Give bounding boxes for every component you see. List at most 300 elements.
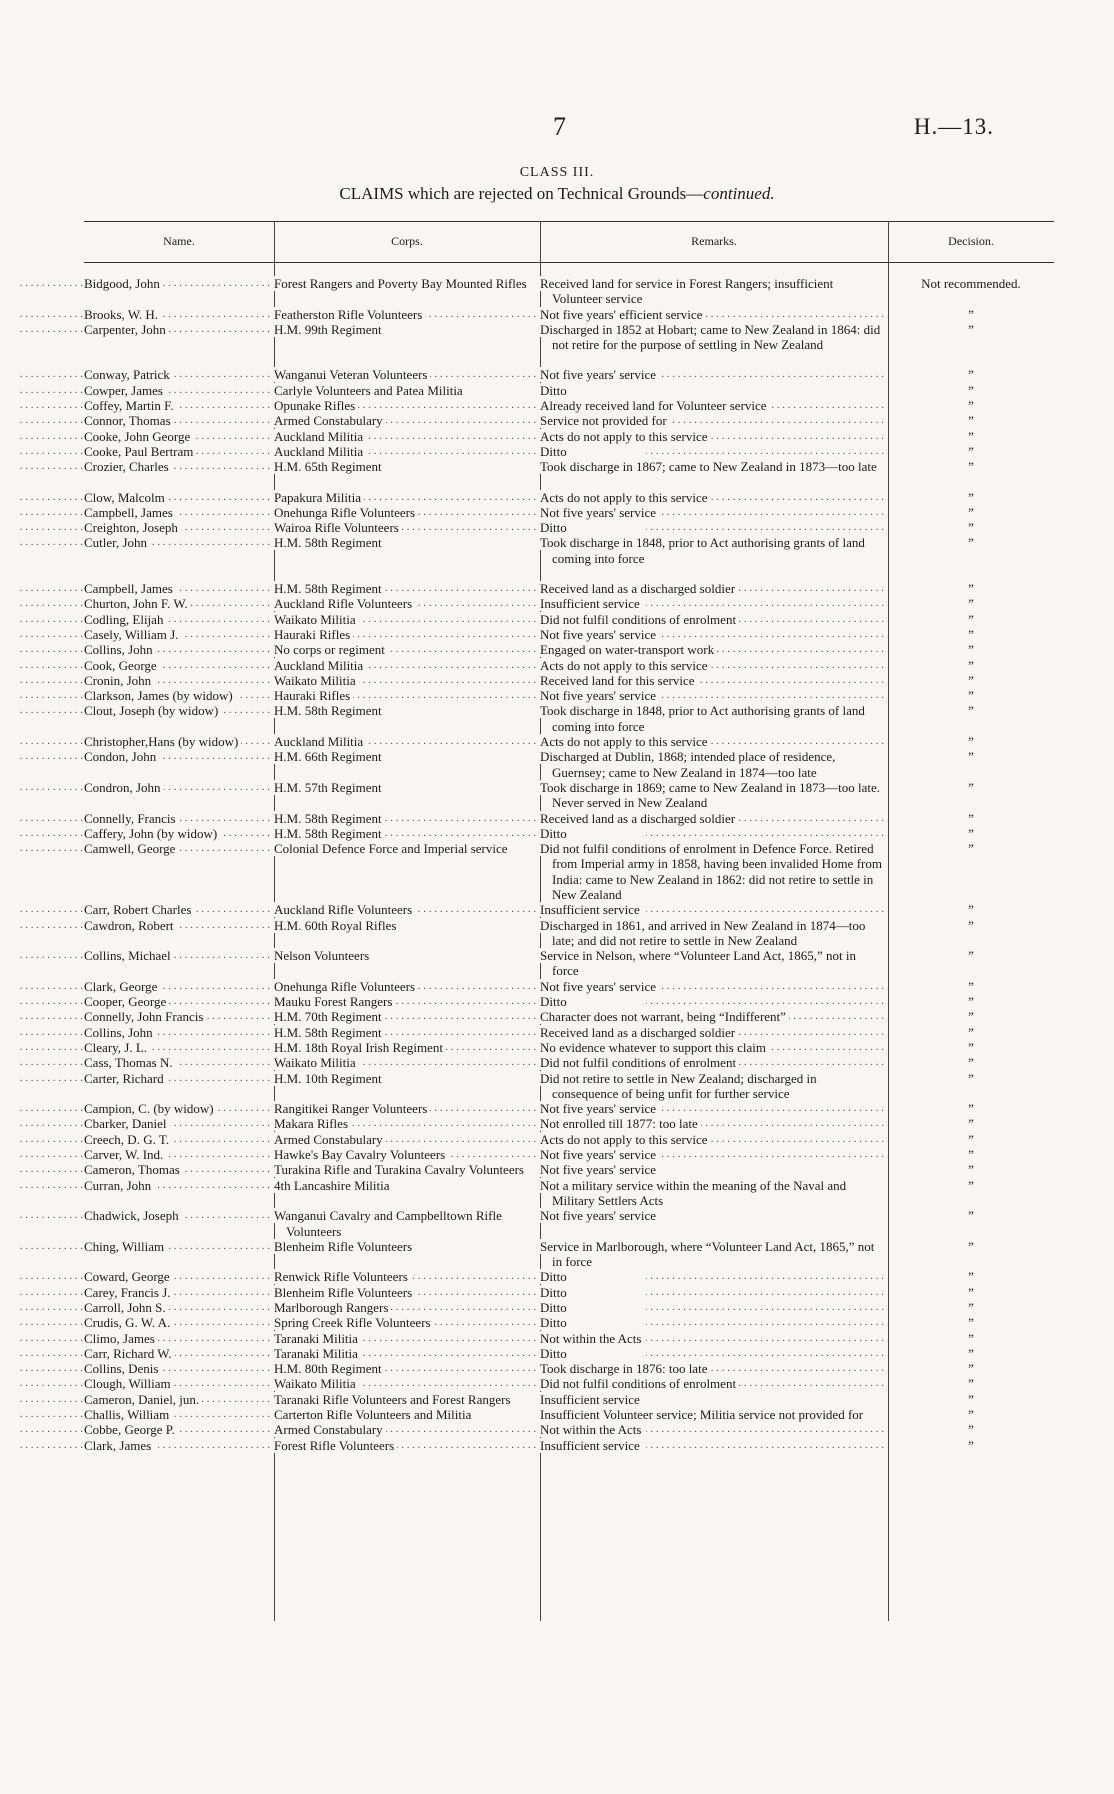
- claimant-name-text: Cronin, John: [84, 673, 154, 688]
- table-row: [84, 1162, 1054, 1177]
- decision-cell: ”: [968, 994, 974, 1010]
- table-row: [84, 596, 1054, 611]
- corps-cell: [274, 703, 540, 734]
- remarks-cell: [540, 826, 888, 841]
- remarks-cell-text: Took discharge in 1867; came to New Zealand in 1873—too late: [540, 459, 880, 474]
- corps-cell: [274, 1009, 540, 1024]
- remarks-cell-text: Discharged in 1852 at Hobart; came to New Zealand in 1864: did not retire for the purpose of settling in New Zealand: [540, 321, 881, 353]
- corps-cell: [274, 1071, 540, 1102]
- remarks-cell-text: Insufficient service: [540, 596, 643, 611]
- claimant-name-text: Cutler, John: [84, 535, 150, 550]
- table-row: [84, 918, 1054, 949]
- decision-cell: ”: [968, 1147, 974, 1163]
- claimant-name: [84, 398, 274, 413]
- claimant-name-text: Cook, George: [84, 658, 160, 673]
- remarks-cell: [540, 749, 888, 780]
- corps-cell-text: Wairoa Rifle Volunteers: [274, 520, 402, 535]
- remarks-cell-text: No evidence whatever to support this claim: [540, 1040, 769, 1055]
- decision-cell: ”: [968, 443, 974, 459]
- claimant-name: [84, 642, 274, 657]
- claimant-name: [84, 841, 274, 902]
- remarks-cell-text: Service in Nelson, where “Volunteer Land Act, 1865,” not in force: [540, 948, 857, 979]
- remarks-cell: [540, 1315, 888, 1330]
- corps-cell-text: Makara Rifles: [274, 1116, 351, 1131]
- remarks-cell: [540, 398, 888, 413]
- corps-cell-text: Auckland Militia: [274, 734, 366, 749]
- remarks-cell-text: Not enrolled till 1877: too late: [540, 1116, 701, 1131]
- corps-cell: [274, 444, 540, 459]
- claimant-name: [84, 322, 274, 353]
- remarks-cell-text: Ditto: [540, 1346, 570, 1361]
- claimant-name-text: Carver, W. Ind.: [84, 1147, 166, 1162]
- claimant-name: [84, 1239, 274, 1270]
- corps-cell: [274, 1101, 540, 1116]
- corps-cell-text: Blenheim Rifle Volunteers: [274, 1285, 415, 1300]
- claimant-name: [84, 383, 274, 398]
- decision-cell: ”: [968, 1315, 974, 1331]
- corps-cell: [274, 413, 540, 428]
- claimant-name: [84, 307, 274, 322]
- remarks-cell-text: Insufficient service: [540, 902, 643, 917]
- corps-cell-text: Opunake Rifles: [274, 398, 358, 413]
- decision-cell: ”: [968, 1376, 974, 1392]
- corps-cell-text: Mauku Forest Rangers: [274, 994, 395, 1009]
- corps-cell-text: Featherston Rifle Volunteers: [274, 307, 425, 322]
- decision-cell: ”: [968, 1345, 974, 1361]
- claimant-name-text: Cowper, James: [84, 383, 166, 398]
- corps-cell-text: Waikato Militia: [274, 1055, 359, 1070]
- decision-cell: ”: [968, 596, 974, 612]
- table-row: [84, 734, 1054, 749]
- claimant-name: [84, 1331, 274, 1346]
- decision-cell: ”: [968, 688, 974, 704]
- claimant-name: [84, 1208, 274, 1239]
- corps-cell-text: Hawke's Bay Cavalry Volunteers: [274, 1147, 448, 1162]
- table-row: [84, 581, 1054, 596]
- remarks-cell: [540, 505, 888, 520]
- corps-cell: [274, 1055, 540, 1070]
- claimant-name-text: Clarkson, James (by widow): [84, 688, 236, 703]
- decision-cell: ”: [968, 1391, 974, 1407]
- claimant-name: [84, 505, 274, 520]
- decision-cell: ”: [968, 306, 974, 322]
- claimant-name-text: Cleary, J. L.: [84, 1040, 150, 1055]
- remarks-cell-text: Discharged at Dublin, 1868; intended place of residence, Guernsey; came to New Zealand in 1874—too late: [540, 749, 836, 780]
- remarks-cell-text: Character does not warrant, being “Indifferent”: [540, 1009, 789, 1024]
- claimant-name: [84, 596, 274, 611]
- table-row: [84, 1009, 1054, 1024]
- remarks-cell: [540, 658, 888, 673]
- remarks-cell-text: Not five years' service: [540, 505, 659, 520]
- claimant-name: [84, 688, 274, 703]
- corps-cell: [274, 1040, 540, 1055]
- table-row: [84, 688, 1054, 703]
- corps-cell-text: Auckland Militia: [274, 658, 366, 673]
- table-row: [84, 1422, 1054, 1437]
- corps-cell: [274, 535, 540, 566]
- decision-cell: ”: [968, 1269, 974, 1285]
- remarks-cell: [540, 841, 888, 902]
- corps-cell: [274, 780, 540, 811]
- corps-cell-text: Turakina Rifle and Turakina Cavalry Volunteers: [274, 1162, 527, 1177]
- table-row: [84, 627, 1054, 642]
- remarks-cell: [540, 1101, 888, 1116]
- corps-cell: [274, 918, 540, 949]
- decision-cell: ”: [968, 841, 974, 857]
- corps-cell: [274, 1208, 540, 1239]
- claimant-name-text: Collins, John: [84, 642, 156, 657]
- decision-cell: ”: [968, 672, 974, 688]
- remarks-cell: [540, 1392, 888, 1407]
- remarks-cell-text: Not five years' service: [540, 1147, 659, 1162]
- corps-cell: [274, 749, 540, 780]
- corps-cell-text: Auckland Militia: [274, 429, 366, 444]
- claimant-name-text: Connor, Thomas: [84, 413, 174, 428]
- claimant-name: [84, 994, 274, 1009]
- remarks-cell-text: Did not fulfil conditions of enrolment: [540, 1055, 739, 1070]
- corps-cell-text: H.M. 18th Royal Irish Regiment: [274, 1040, 446, 1055]
- claimant-name: [84, 1132, 274, 1147]
- table-row: [84, 535, 1054, 566]
- remarks-cell-text: Ditto: [540, 826, 570, 841]
- remarks-cell: [540, 1208, 888, 1239]
- claimant-name-text: Collins, Denis: [84, 1361, 161, 1376]
- corps-cell-text: Waikato Militia: [274, 1376, 359, 1391]
- claimant-name: [84, 1285, 274, 1300]
- class-heading: CLASS III.: [519, 165, 595, 180]
- table-row: [84, 1407, 1054, 1422]
- decision-cell: ”: [968, 1361, 974, 1377]
- corps-cell-text: Armed Constabulary: [274, 1132, 386, 1147]
- remarks-cell-text: Not within the Acts: [540, 1422, 644, 1437]
- remarks-cell-text: Engaged on water-transport work: [540, 642, 717, 657]
- document-reference: H.—13.: [913, 114, 994, 139]
- remarks-cell: [540, 612, 888, 627]
- corps-cell-text: H.M. 58th Regiment: [274, 811, 385, 826]
- corps-cell-text: Rangitikei Ranger Volunteers: [274, 1101, 430, 1116]
- claimant-name-text: Churton, John F. W.: [84, 596, 191, 611]
- decision-cell: ”: [968, 1238, 974, 1254]
- table-row: [84, 642, 1054, 657]
- corps-cell: [274, 1025, 540, 1040]
- remarks-cell: [540, 276, 888, 307]
- claimant-name-text: Creech, D. G. T.: [84, 1132, 172, 1147]
- decision-cell: ”: [968, 1070, 974, 1086]
- table-subtitle: [0, 184, 1114, 204]
- corps-cell: [274, 1361, 540, 1376]
- decision-cell: ”: [968, 367, 974, 383]
- decision-cell: ”: [968, 1101, 974, 1117]
- remarks-cell: [540, 811, 888, 826]
- claimant-name-text: Carpenter, John: [84, 322, 169, 337]
- remarks-cell: [540, 1269, 888, 1284]
- claimant-name: [84, 1376, 274, 1391]
- table-row: [84, 459, 1054, 474]
- remarks-cell: [540, 459, 888, 474]
- corps-cell: [274, 948, 540, 979]
- table-row: [84, 367, 1054, 382]
- decision-cell: ”: [968, 428, 974, 444]
- corps-cell-text: H.M. 80th Regiment: [274, 1361, 385, 1376]
- corps-cell-text: Forest Rangers and Poverty Bay Mounted Rifles: [274, 276, 530, 291]
- corps-cell: [274, 1376, 540, 1391]
- remarks-cell-text: Acts do not apply to this service: [540, 1132, 711, 1147]
- remarks-cell-text: Not within the Acts: [540, 1331, 644, 1346]
- corps-cell: [274, 1239, 540, 1270]
- subtitle-continued: continued.: [703, 184, 775, 203]
- corps-cell: [274, 596, 540, 611]
- claimant-name: [84, 429, 274, 444]
- decision-cell: ”: [968, 1116, 974, 1132]
- claimant-name: [84, 979, 274, 994]
- decision-cell: ”: [968, 520, 974, 536]
- remarks-cell: [540, 383, 888, 398]
- claimant-name-text: Coward, George: [84, 1269, 173, 1284]
- table-row: [84, 841, 1054, 902]
- claimant-name: [84, 490, 274, 505]
- corps-cell-text: Waikato Militia: [274, 612, 359, 627]
- remarks-cell-text: Received land as a discharged soldier: [540, 811, 738, 826]
- remarks-cell: [540, 1438, 888, 1453]
- claimant-name: [84, 1407, 274, 1422]
- claimant-name: [84, 1178, 274, 1209]
- remarks-cell-text: Did not fulfil conditions of enrolment in Defence Force. Retired from Imperial army in 1858, having been invalided Home from India: came to New Zealand in 1862: did not retire to settle in New Zealand: [540, 841, 882, 902]
- remarks-cell: [540, 1025, 888, 1040]
- remarks-cell-text: Service in Marlborough, where “Volunteer Land Act, 1865,” not in force: [540, 1238, 875, 1270]
- decision-cell: ”: [968, 810, 974, 826]
- remarks-cell-text: Not five years' service: [540, 367, 659, 382]
- corps-cell-text: No corps or regiment: [274, 642, 388, 657]
- table-row: [84, 1285, 1054, 1300]
- claimant-name: [84, 1055, 274, 1070]
- table-row: [84, 276, 1054, 307]
- table-row: [84, 490, 1054, 505]
- claimant-name: [84, 918, 274, 949]
- claimant-name: [84, 734, 274, 749]
- remarks-cell: [540, 1285, 888, 1300]
- claimant-name-text: Bidgood, John: [84, 276, 163, 291]
- decision-cell: ”: [968, 459, 974, 475]
- table-row: [84, 1101, 1054, 1116]
- remarks-cell: [540, 429, 888, 444]
- corps-cell-text: Carterton Rifle Volunteers and Militia: [274, 1407, 474, 1422]
- decision-cell: ”: [968, 1055, 974, 1071]
- claimant-name: [84, 673, 274, 688]
- row-spacer: [84, 475, 1054, 490]
- remarks-cell-text: Acts do not apply to this service: [540, 658, 711, 673]
- decision-cell: ”: [968, 1009, 974, 1025]
- corps-cell-text: Spring Creek Rifle Volunteers: [274, 1315, 434, 1330]
- claimant-name: [84, 444, 274, 459]
- claimant-name-text: Codling, Elijah: [84, 612, 166, 627]
- table-row: [84, 1346, 1054, 1361]
- table-row: [84, 826, 1054, 841]
- claimant-name: [84, 811, 274, 826]
- claimant-name: [84, 1392, 274, 1407]
- corps-cell-text: Hauraki Rifles: [274, 627, 353, 642]
- claimant-name: [84, 1361, 274, 1376]
- remarks-cell: [540, 490, 888, 505]
- corps-cell: [274, 1331, 540, 1346]
- corps-cell: [274, 841, 540, 902]
- table-row: [84, 749, 1054, 780]
- remarks-cell: [540, 673, 888, 688]
- remarks-cell: [540, 520, 888, 535]
- corps-cell: [274, 1178, 540, 1209]
- corps-cell-text: Onehunga Rifle Volunteers: [274, 979, 418, 994]
- claimant-name-text: Condon, John: [84, 749, 159, 764]
- claimant-name: [84, 612, 274, 627]
- remarks-cell-text: Insufficient Volunteer service; Militia service not provided for: [540, 1407, 866, 1422]
- table-row: [84, 1392, 1054, 1407]
- corps-cell: [274, 811, 540, 826]
- remarks-cell: [540, 1239, 888, 1270]
- remarks-cell: [540, 413, 888, 428]
- table-row: [84, 811, 1054, 826]
- corps-cell-text: Blenheim Rifle Volunteers: [274, 1239, 415, 1254]
- corps-cell: [274, 276, 540, 307]
- corps-cell: [274, 658, 540, 673]
- decision-cell: ”: [968, 1330, 974, 1346]
- remarks-cell-text: Acts do not apply to this service: [540, 490, 711, 505]
- table-row: [84, 1025, 1054, 1040]
- claimant-name-text: Clout, Joseph (by widow): [84, 703, 221, 718]
- claimant-name: [84, 1162, 274, 1177]
- decision-cell: ”: [968, 1039, 974, 1055]
- remarks-cell: [540, 1178, 888, 1209]
- corps-cell: [274, 1285, 540, 1300]
- claimant-name: [84, 459, 274, 474]
- remarks-cell-text: Not five years' service: [540, 1208, 659, 1223]
- remarks-cell-text: Insufficient service: [540, 1392, 643, 1407]
- decision-cell: ”: [968, 703, 974, 719]
- decision-cell: ”: [968, 749, 974, 765]
- remarks-cell-text: Ditto: [540, 1269, 570, 1284]
- table-row: [84, 780, 1054, 811]
- table-row: [84, 1269, 1054, 1284]
- claimant-name: [84, 581, 274, 596]
- remarks-cell-text: Took discharge in 1869; came to New Zealand in 1873—too late. Never served in New Zealand: [540, 779, 881, 811]
- column-header-decision: Decision.: [948, 234, 994, 248]
- corps-cell: [274, 459, 540, 474]
- corps-cell: [274, 1407, 540, 1422]
- corps-cell: [274, 490, 540, 505]
- table-row: [84, 1438, 1054, 1453]
- remarks-cell: [540, 642, 888, 657]
- remarks-cell-text: Received land as a discharged soldier: [540, 1025, 738, 1040]
- decision-cell: ”: [968, 779, 974, 795]
- decision-cell: ”: [968, 535, 974, 551]
- corps-cell-text: Papakura Militia: [274, 490, 364, 505]
- decision-cell: ”: [968, 489, 974, 505]
- remarks-cell-text: Took discharge in 1876: too late: [540, 1361, 710, 1376]
- claimant-name-text: Cameron, Thomas: [84, 1162, 183, 1177]
- claimant-name-text: Caffery, John (by widow): [84, 826, 220, 841]
- remarks-cell: [540, 596, 888, 611]
- corps-cell-text: Auckland Militia: [274, 444, 366, 459]
- corps-cell: [274, 1392, 540, 1407]
- decision-cell: ”: [968, 642, 974, 658]
- claimant-name: [84, 902, 274, 917]
- corps-cell-text: H.M. 58th Regiment: [274, 703, 385, 718]
- remarks-cell-text: Received land for service in Forest Rangers; insufficient Volunteer service: [540, 276, 834, 307]
- remarks-cell: [540, 979, 888, 994]
- remarks-cell-text: Not a military service within the meaning of the Naval and Military Settlers Acts: [540, 1177, 847, 1208]
- decision-cell: ”: [968, 1208, 974, 1224]
- remarks-cell-text: Acts do not apply to this service: [540, 734, 711, 749]
- remarks-cell-text: Discharged in 1861, and arrived in New Zealand in 1874—too late; and did not retire to settle in New Zealand: [540, 917, 866, 948]
- remarks-cell: [540, 1116, 888, 1131]
- claimant-name-text: Carey, Francis J.: [84, 1285, 174, 1300]
- claimant-name-text: Campion, C. (by widow): [84, 1101, 217, 1116]
- claimant-name-text: Climo, James: [84, 1331, 158, 1346]
- claimant-name-text: Coffey, Martin F.: [84, 398, 177, 413]
- column-header-corps: Corps.: [391, 234, 423, 248]
- remarks-cell-text: Not five years' service: [540, 1162, 659, 1177]
- table-row: [84, 1055, 1054, 1070]
- decision-cell: ”: [968, 626, 974, 642]
- table-row: [84, 1178, 1054, 1209]
- remarks-cell-text: Not five years' efficient service: [540, 307, 705, 322]
- corps-cell: [274, 979, 540, 994]
- claimant-name: [84, 1346, 274, 1361]
- claimant-name-text: Creighton, Joseph: [84, 520, 181, 535]
- remarks-cell-text: Insufficient service: [540, 1438, 643, 1453]
- decision-cell: ”: [968, 1422, 974, 1438]
- claimant-name: [84, 1422, 274, 1437]
- claimant-name: [84, 1315, 274, 1330]
- corps-cell-text: H.M. 66th Regiment: [274, 749, 385, 764]
- claimant-name-text: Cass, Thomas N.: [84, 1055, 176, 1070]
- decision-cell: ”: [968, 382, 974, 398]
- claimant-name-text: Carroll, John S.: [84, 1300, 169, 1315]
- row-spacer: [84, 352, 1054, 367]
- corps-cell-text: Taranaki Militia: [274, 1346, 361, 1361]
- remarks-cell: [540, 1162, 888, 1177]
- table-row: [84, 1331, 1054, 1346]
- table-row: [84, 398, 1054, 413]
- claimant-name-text: Collins, Michael: [84, 948, 174, 963]
- remarks-cell: [540, 1300, 888, 1315]
- remarks-cell-text: Did not fulfil conditions of enrolment: [540, 612, 739, 627]
- corps-cell-text: Colonial Defence Force and Imperial service: [274, 841, 511, 856]
- claimant-name-text: Cobbe, George P.: [84, 1422, 178, 1437]
- corps-cell: [274, 1162, 540, 1177]
- corps-cell: [274, 581, 540, 596]
- claimant-name-text: Cooper, George: [84, 994, 169, 1009]
- corps-cell: [274, 1269, 540, 1284]
- claimant-name-text: Chadwick, Joseph: [84, 1208, 182, 1223]
- claimant-name-text: Camwell, George: [84, 841, 178, 856]
- remarks-cell: [540, 1331, 888, 1346]
- table-row: [84, 444, 1054, 459]
- table-row: [84, 1116, 1054, 1131]
- corps-cell-text: Nelson Volunteers: [274, 948, 372, 963]
- table-row: [84, 1132, 1054, 1147]
- claimant-name-text: Connelly, Francis: [84, 811, 179, 826]
- claimant-name: [84, 826, 274, 841]
- remarks-cell-text: Ditto: [540, 994, 570, 1009]
- table-row: [84, 703, 1054, 734]
- corps-cell: [274, 994, 540, 1009]
- decision-cell: Not recommended.: [921, 276, 1021, 291]
- claimant-name-text: Cooke, Paul Bertram: [84, 444, 196, 459]
- table-row: [84, 902, 1054, 917]
- decision-cell: ”: [968, 413, 974, 429]
- corps-cell: [274, 307, 540, 322]
- corps-cell-text: H.M. 10th Regiment: [274, 1071, 385, 1086]
- corps-cell: [274, 1147, 540, 1162]
